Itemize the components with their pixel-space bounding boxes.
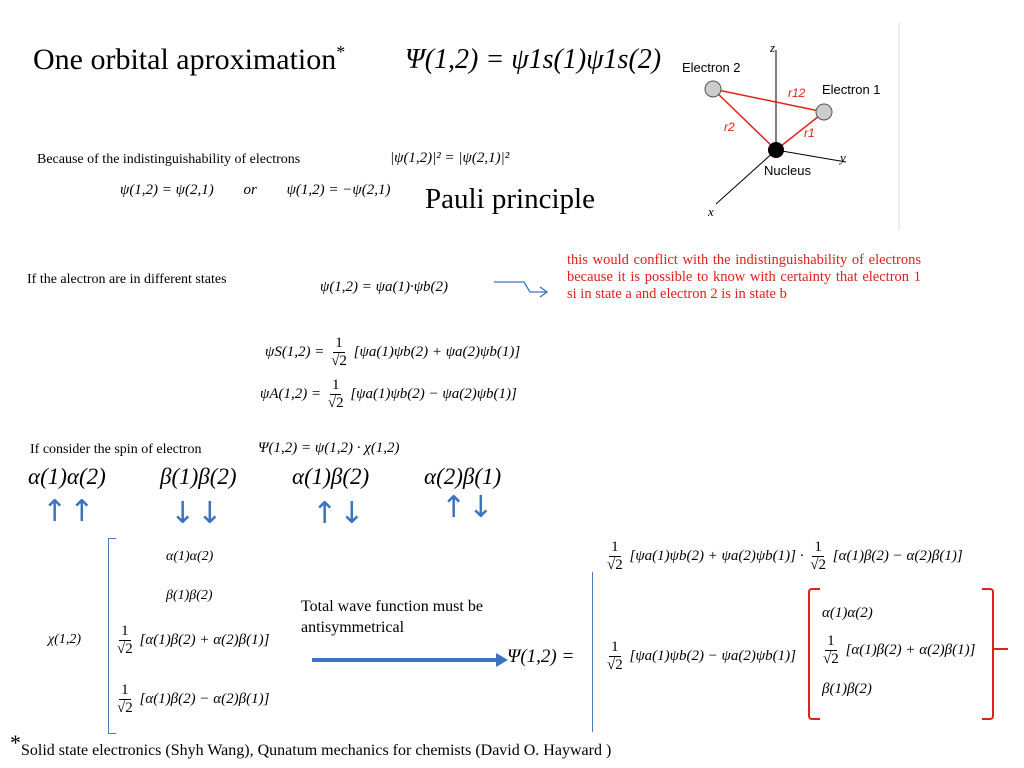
total-r1-body2: [α(1)β(2) − α(2)β(1)] <box>832 548 963 565</box>
total-r2-frac <box>607 640 623 673</box>
psi-a-lhs: ψA(1,2) = <box>260 386 322 403</box>
total-spin-top: α(1)α(2) <box>822 605 873 621</box>
nucleus-label: Nucleus <box>764 163 811 178</box>
psi-a-fraction <box>328 378 344 411</box>
spin-arrows-3: ↑↓ <box>312 496 367 531</box>
psi-a-num: 1 <box>331 377 340 393</box>
spin-state-3: α(1)β(2) <box>292 464 370 489</box>
axis-x-label: x <box>708 204 714 219</box>
chi-t3-num: 1 <box>121 623 129 639</box>
spin-arrows-2: ↓↓ <box>170 496 225 531</box>
pauli-principle: Pauli principle <box>425 183 595 215</box>
main-eq-lhs: Ψ(1,2) = <box>405 44 512 75</box>
total-r2-den: √2 <box>607 656 623 673</box>
total-spin-mid <box>820 634 975 667</box>
total-r2-num: 1 <box>611 639 619 655</box>
psi-s-body: [ψa(1)ψb(2) + ψa(2)ψb(1)] <box>353 344 521 361</box>
spin-equation: Ψ(1,2) = ψ(1,2) · χ(1,2) <box>258 440 400 456</box>
conflict-note: this would conflict with the indistinguishability of electrons because it is possible to know with certainty that electron 1 si in state a and electron 2 is in state b <box>567 252 921 302</box>
footnote-text: Solid state electronics (Shyh Wang), Qunatum mechanics for chemists (David O. Hayward ) <box>21 742 612 759</box>
chi-brace-top <box>108 538 116 539</box>
chi-t4-num: 1 <box>121 682 129 698</box>
total-spin-mid-frac <box>823 634 839 667</box>
symmetry-equations <box>120 182 390 199</box>
chi-t3-den: √2 <box>117 640 133 657</box>
sym-eq-right: ψ(1,2) = −ψ(2,1) <box>286 182 391 198</box>
total-r1-den1: √2 <box>607 556 623 573</box>
main-eq-rhs: ψ1s(1)ψ1s(2) <box>511 44 662 75</box>
chi-t3-fraction <box>117 624 133 657</box>
antisym-text: Total wave function must be antisymmetrical <box>301 598 483 636</box>
footnote <box>10 730 612 759</box>
total-r1-num1: 1 <box>611 539 619 555</box>
total-r1-body1: [ψa(1)ψb(2) + ψa(2)ψb(1)] · <box>629 548 804 565</box>
total-lhs: Ψ(1,2) = <box>507 646 575 667</box>
chi-brace <box>108 538 109 734</box>
total-row-2 <box>604 640 796 673</box>
psi-s-fraction <box>331 336 347 369</box>
total-r1-frac1 <box>607 540 623 573</box>
total-spin-bot: β(1)β(2) <box>822 681 872 697</box>
electron1-label: Electron 1 <box>822 82 881 97</box>
indist-text: Because of the indistinguishability of electrons <box>37 152 301 167</box>
chi-term-3 <box>114 624 269 657</box>
page-title <box>33 42 345 77</box>
total-row-1 <box>604 540 963 573</box>
total-r1-num2: 1 <box>814 539 822 555</box>
red-bracket-tick <box>994 648 1008 650</box>
conflict-arrow <box>492 278 552 298</box>
antisym-arrow <box>310 650 510 670</box>
chi-t4-den: √2 <box>117 699 133 716</box>
r12-label: r12 <box>788 86 806 100</box>
nucleus-dot <box>768 142 784 158</box>
chi-t4-body: [α(1)β(2) − α(2)β(1)] <box>139 691 270 708</box>
footnote-mark: * <box>10 730 21 755</box>
sym-eq-left: ψ(1,2) = ψ(2,1) <box>120 182 214 198</box>
red-bracket-left <box>808 588 820 720</box>
indist-equation: |ψ(1,2)|² = |ψ(2,1)|² <box>390 150 510 166</box>
psi-a-body: [ψa(1)ψb(2) − ψa(2)ψb(1)] <box>350 386 517 403</box>
spin-state-4: α(2)β(1) <box>424 464 502 489</box>
psi-a-den: √2 <box>327 394 344 411</box>
electron2-label: Electron 2 <box>682 60 741 75</box>
psi-s-equation <box>265 336 520 369</box>
total-spin-mid-den: √2 <box>823 650 839 667</box>
psi-s-num: 1 <box>335 335 343 351</box>
total-spin-mid-num: 1 <box>827 633 835 649</box>
spin-text: If consider the spin of electron <box>30 442 202 457</box>
atom-diagram-svg <box>676 22 900 230</box>
total-r1-den2: √2 <box>810 556 826 573</box>
chi-t4-fraction <box>117 683 133 716</box>
chi-term-4 <box>114 683 269 716</box>
axis-y-label: y <box>840 150 846 165</box>
chi-term-2: β(1)β(2) <box>166 588 213 603</box>
title-text: One orbital aproximation <box>33 43 337 76</box>
psi-s-den: √2 <box>331 352 347 369</box>
psi-a-equation <box>260 378 517 411</box>
spin-arrows-4: ↑↓ <box>441 490 496 525</box>
main-equation <box>405 44 661 76</box>
r2-label: r2 <box>724 120 735 134</box>
electron1-dot <box>816 104 832 120</box>
title-asterisk: * <box>336 42 346 62</box>
chi-lhs: χ(1,2) <box>48 632 81 647</box>
axis-z-label: z <box>770 40 776 55</box>
sym-eq-or: or <box>243 182 257 198</box>
spin-state-1: α(1)α(2) <box>28 464 106 489</box>
spin-arrows-1: ↑↑ <box>42 494 97 529</box>
red-bracket-right <box>982 588 994 720</box>
diff-states-equation: ψ(1,2) = ψa(1)·ψb(2) <box>320 279 449 295</box>
chi-t3-body: [α(1)β(2) + α(2)β(1)] <box>139 632 270 649</box>
chi-term-1: α(1)α(2) <box>166 549 214 564</box>
total-r1-frac2 <box>810 540 826 573</box>
total-r2-body: [ψa(1)ψb(2) − ψa(2)ψb(1)] <box>629 648 797 665</box>
diff-states-text: If the alectron are in different states <box>27 272 227 287</box>
psi-s-lhs: ψS(1,2) = <box>265 344 325 361</box>
total-spin-mid-body: [α(1)β(2) + α(2)β(1)] <box>845 642 976 659</box>
spin-state-2: β(1)β(2) <box>160 464 237 489</box>
total-brace <box>592 572 593 732</box>
atom-diagram <box>676 22 900 230</box>
electron2-dot <box>705 81 721 97</box>
r1-label: r1 <box>804 126 815 140</box>
